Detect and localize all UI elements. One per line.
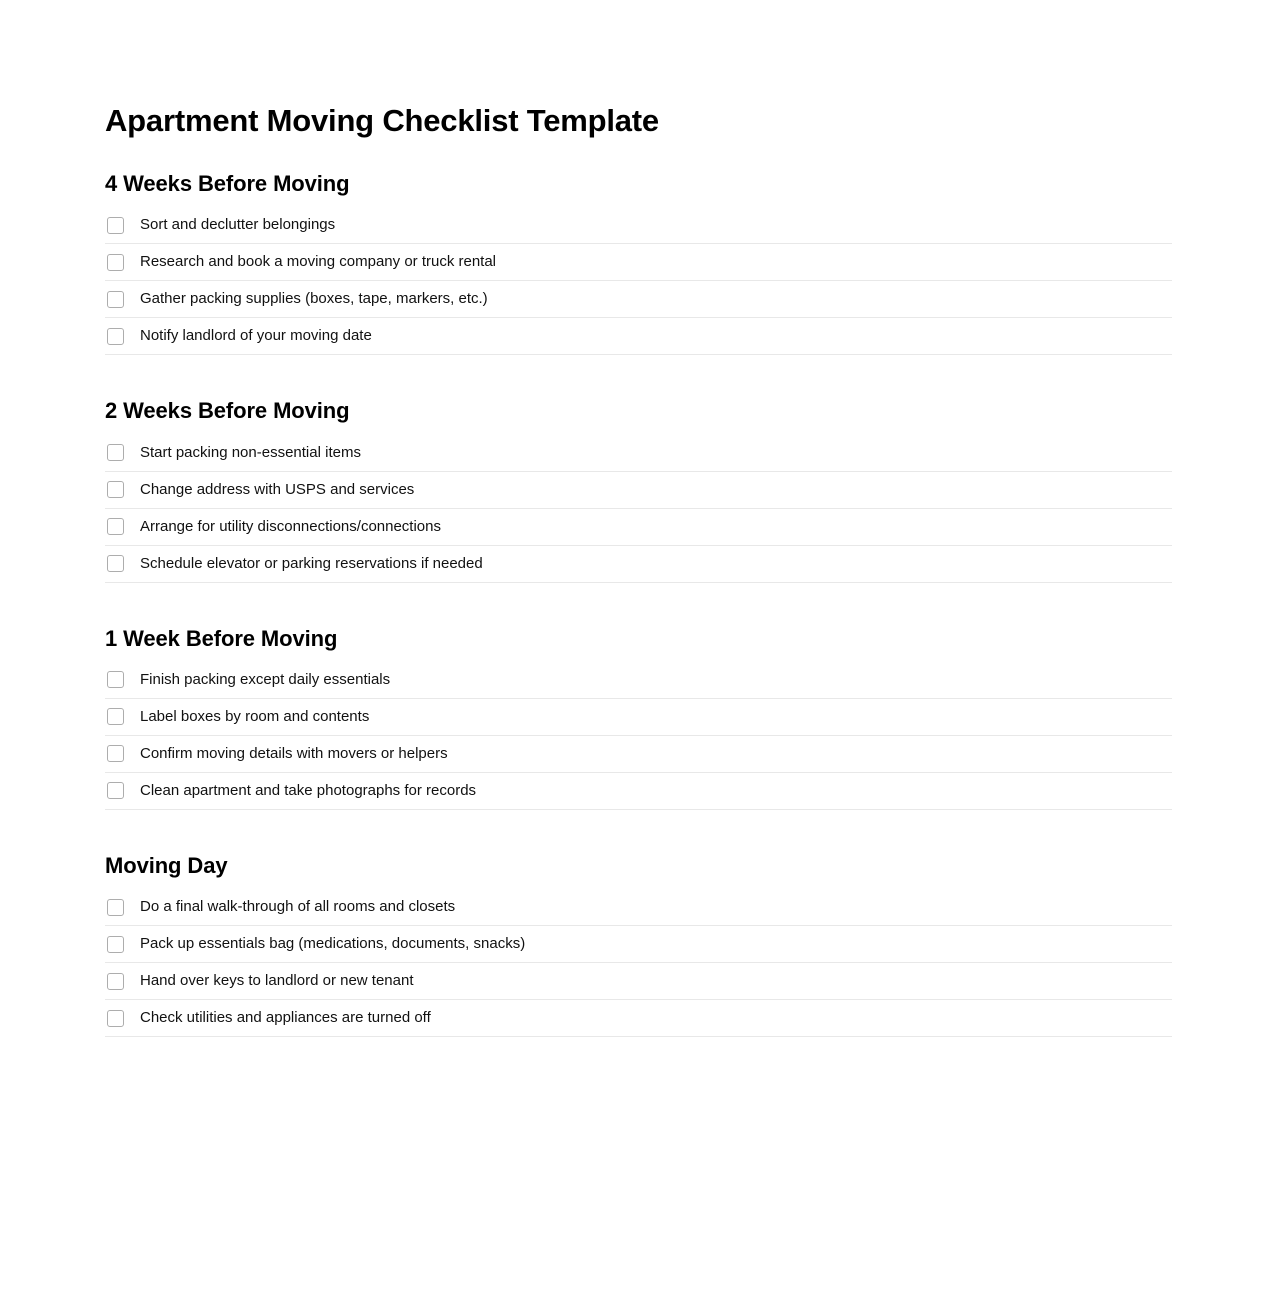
checklist-item[interactable] [105, 435, 1172, 472]
checkbox-icon[interactable] [107, 254, 124, 271]
checkbox-icon[interactable] [107, 444, 124, 461]
checklist-items [105, 662, 1172, 810]
checklist-item[interactable] [105, 926, 1172, 963]
checklist-item[interactable] [105, 472, 1172, 509]
checklist-item-label: Research and book a moving company or truck rental [140, 253, 497, 271]
checkbox-icon[interactable] [107, 973, 124, 990]
checkbox-icon[interactable] [107, 291, 124, 308]
checkbox-icon[interactable] [107, 899, 124, 916]
checkbox-icon[interactable] [107, 518, 124, 535]
checklist-item-label: Do a final walk-through of all rooms and closets [140, 898, 456, 916]
checklist-items [105, 435, 1172, 583]
checklist-item-label: Hand over keys to landlord or new tenant [140, 972, 414, 990]
checklist-item-label: Sort and declutter belongings [140, 216, 336, 234]
checklist-item[interactable] [105, 736, 1172, 773]
checklist-item-label: Schedule elevator or parking reservations if needed [140, 554, 483, 572]
checklist-item[interactable] [105, 699, 1172, 736]
checklist-item-label: Check utilities and appliances are turned off [140, 1009, 431, 1027]
checklist-item-label: Change address with USPS and services [140, 480, 415, 498]
checkbox-icon[interactable] [107, 708, 124, 725]
checkbox-icon[interactable] [107, 936, 124, 953]
checklist-item-label: Start packing non-essential items [140, 443, 361, 461]
checkbox-icon[interactable] [107, 555, 124, 572]
checklist-item-label: Pack up essentials bag (medications, documents, snacks) [140, 935, 526, 953]
checkbox-icon[interactable] [107, 481, 124, 498]
section-heading: 2 Weeks Before Moving [105, 398, 350, 424]
checklist-item-label: Label boxes by room and contents [140, 707, 370, 725]
checklist-item-label: Finish packing except daily essentials [140, 670, 391, 688]
checklist-item[interactable] [105, 662, 1172, 699]
checklist-item-label: Confirm moving details with movers or helpers [140, 744, 448, 762]
checklist-item[interactable] [105, 889, 1172, 926]
checkbox-icon[interactable] [107, 782, 124, 799]
checkbox-icon[interactable] [107, 217, 124, 234]
checklist-item[interactable] [105, 773, 1172, 810]
checklist-section [105, 355, 1172, 582]
checklist-item-label: Notify landlord of your moving date [140, 327, 372, 345]
section-heading: 4 Weeks Before Moving [105, 171, 350, 197]
checklist-item[interactable] [105, 318, 1172, 355]
checkbox-icon[interactable] [107, 671, 124, 688]
checklist-item[interactable] [105, 963, 1172, 1000]
checklist-section [105, 810, 1172, 1037]
checklist-item-label: Arrange for utility disconnections/connections [140, 517, 441, 535]
section-heading: 1 Week Before Moving [105, 625, 338, 651]
section-heading: Moving Day [105, 852, 228, 878]
checklist-item[interactable] [105, 546, 1172, 583]
checklist-section [105, 583, 1172, 810]
checklist-item[interactable] [105, 281, 1172, 318]
checklist-section [105, 138, 1172, 355]
checklist-item[interactable] [105, 1000, 1172, 1037]
checklist-item[interactable] [105, 509, 1172, 546]
checklist-item-label: Clean apartment and take photographs for records [140, 781, 477, 799]
checklist-item-label: Gather packing supplies (boxes, tape, markers, etc.) [140, 290, 488, 308]
checklist-item[interactable] [105, 207, 1172, 244]
checkbox-icon[interactable] [107, 745, 124, 762]
page-title: Apartment Moving Checklist Template [105, 103, 659, 138]
checklist-sections [105, 138, 1172, 1037]
document-content [105, 0, 1172, 1037]
checklist-item[interactable] [105, 244, 1172, 281]
checkbox-icon[interactable] [107, 328, 124, 345]
checkbox-icon[interactable] [107, 1010, 124, 1027]
checklist-items [105, 889, 1172, 1037]
checklist-items [105, 207, 1172, 355]
